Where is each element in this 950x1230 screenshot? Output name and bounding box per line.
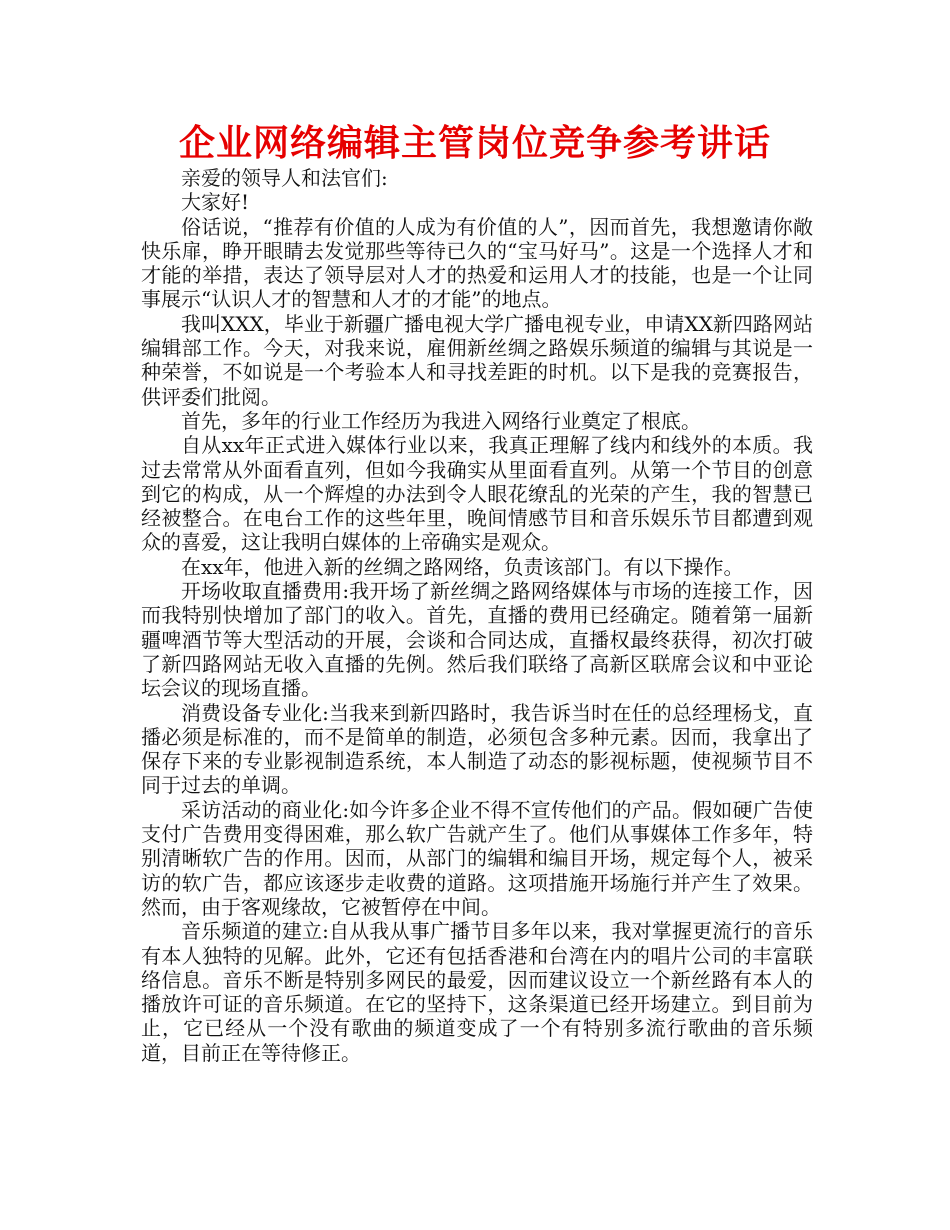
body-paragraph: 开场收取直播费用:我开场了新丝绸之路网络媒体与市场的连接工作，因而我特别快增加了部门的收入。首先，直播的费用已经确定。随着第一届新疆啤酒节等大型活动的开展，会谈和合同达成，直播权最终获得，初次打破了新四路网站无收入直播的先例。然后我们联络了高新区联席会议和中亚论坛会议的现场直播。 bbox=[141, 579, 813, 701]
greeting-paragraph: 大家好! bbox=[181, 190, 250, 215]
body-paragraph: 首先，多年的行业工作经历为我进入网络行业奠定了根底。 bbox=[181, 408, 701, 433]
body-paragraph: 音乐频道的建立:自从我从事广播节目多年以来，我对掌握更流行的音乐有本人独特的见解。此外，它还有包括香港和台湾在内的唱片公司的丰富联络信息。音乐不断是特别多网民的最爱，因而建议设立一个新丝路有本人的播放许可证的音乐频道。在它的坚持下，这条渠道已经开场建立。到目前为止，它已经从一个没有歌曲的频道变成了一个有特别多流行歌曲的音乐频道，目前正在等待修正。 bbox=[141, 919, 813, 1065]
body-paragraph: 我叫XXX，毕业于新疆广播电视大学广播电视专业，申请XX新四路网站编辑部工作。今天，对我来说，雇佣新丝绸之路娱乐频道的编辑与其说是一种荣誉，不如说是一个考验本人和寻找差距的时机。以下是我的竞赛报告，供评委们批阅。 bbox=[141, 311, 813, 409]
body-paragraph: 消费设备专业化:当我来到新四路时，我告诉当时在任的总经理杨戈，直播必须是标准的，而不是简单的制造，必须包含多种元素。因而，我拿出了保存下来的专业影视制造系统，本人制造了动态的影视标题，使视频节目不同于过去的单调。 bbox=[141, 700, 813, 798]
body-paragraph: 采访活动的商业化:如今许多企业不得不宣传他们的产品。假如硬广告使支付广告费用变得困难，那么软广告就产生了。他们从事媒体工作多年，特别清晰软广告的作用。因而，从部门的编辑和编目开场，规定每个人，被采访的软广告，都应该逐步走收费的道路。这项措施开场施行并产生了效果。然而，由于客观缘故，它被暂停在中间。 bbox=[141, 797, 813, 919]
body-paragraph: 自从xx年正式进入媒体行业以来，我真正理解了线内和线外的本质。我过去常常从外面看直列，但如今我确实从里面看直列。从第一个节目的创意到它的构成，从一个辉煌的办法到令人眼花缭乱的光荣的产生，我的智慧已经被整合。在电台工作的这些年里，晚间情感节目和音乐娱乐节目都遭到观众的喜爱，这让我明白媒体的上帝确实是观众。 bbox=[141, 433, 813, 555]
document-title: 企业网络编辑主管岗位竞争参考讲话 bbox=[178, 123, 771, 164]
body-paragraph: 在xx年，他进入新的丝绸之路网络，负责该部门。有以下操作。 bbox=[181, 554, 744, 579]
body-paragraph: 俗话说，“推荐有价值的人成为有价值的人”，因而首先，我想邀请你敞快乐扉，睁开眼睛去发觉那些等待已久的“宝马好马”。这是一个选择人才和才能的举措，表达了领导层对人才的热爱和运用人才的技能，也是一个让同事展示“认识人才的智慧和人才的才能”的地点。 bbox=[141, 214, 813, 312]
document-body bbox=[141, 166, 813, 1065]
salutation-paragraph: 亲爱的领导人和法官们: bbox=[181, 166, 388, 190]
